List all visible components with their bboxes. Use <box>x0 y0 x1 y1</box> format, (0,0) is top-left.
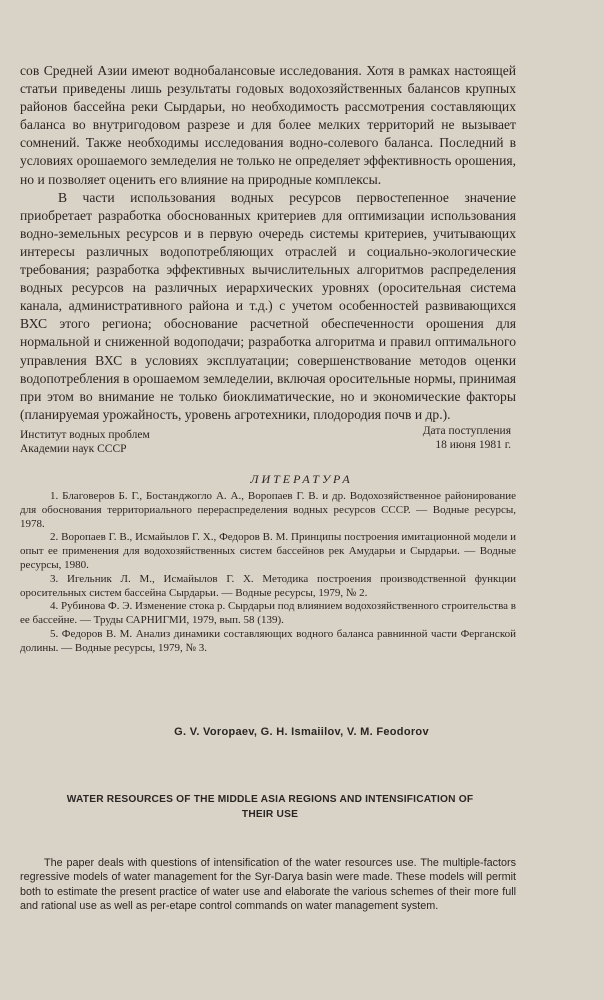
english-authors: G. V. Voropaev, G. H. Ismaiilov, V. M. Feodorov <box>174 726 429 738</box>
affiliation-line-2: Академии наук СССР <box>20 443 127 455</box>
abstract-text: The paper deals with questions of intensification of the water resources use. The multiple-factors regressive models of water management for the Syr-Darya basin were made. These models will permit both to estimate the present practice of water use and elaborate the various schemes of their more full and rational use as well as per-etape control commands on water management system. <box>20 857 516 913</box>
reference-item: 4. Рубинова Ф. Э. Изменение стока р. Сырдарьи под влиянием водохозяйственного строительства в ее бассейне. — Труды САРНИГМИ, 1979, вып. 58 (139). <box>20 600 516 627</box>
affiliation-line-1: Институт водных проблем <box>20 429 150 441</box>
reference-item: 2. Воропаев Г. В., Исмайылов Г. Х., Федоров В. М. Принципы построения имитационной модели и опыт ее применения для водохозяйственных систем бассейнов рек Амударьи и Сырдарьи. — Водные ресурсы, 1980. <box>20 531 516 571</box>
received-date <box>423 424 511 452</box>
main-body-text <box>20 62 516 424</box>
body-paragraph-1: сов Средней Азии имеют воднобалансовые исследования. Хотя в рамках настоящей статьи приведены лишь результаты годовых водохозяйственных балансов крупных районов бассейна реки Сырдарьи, но необходимость рассмотрения составляющих баланса во внутригодовом разрезе и для более мелких территорий не вызывает сомнений. Также необходимы исследования водно-солевого баланса. Последний в условиях орошаемого земледелия не только не определяет эффективность орошения, но и позволяет оценить его влияние на природные комплексы. <box>20 63 516 187</box>
reference-list <box>20 490 516 656</box>
reference-item: 5. Федоров В. М. Анализ динамики составляющих водного баланса равнинной части Ферганской долины. — Водные ресурсы, 1979, № 3. <box>20 627 516 654</box>
received-value: 18 июня 1981 г. <box>435 439 511 451</box>
reference-item: 3. Игельник Л. М., Исмайылов Г. Х. Методика построения производственной функции оросительных систем бассейна Сырдарьи. — Водные ресурсы, 1979, № 2. <box>20 572 516 599</box>
english-title <box>10 792 530 822</box>
received-label: Дата поступления <box>422 425 511 437</box>
english-title-line-1: WATER RESOURCES OF THE MIDDLE ASIA REGIONS AND INTENSIFICATION OF <box>66 794 474 805</box>
english-title-line-2: THEIR USE <box>241 809 299 820</box>
author-affiliation <box>20 428 150 456</box>
literature-heading: ЛИТЕРАТУРА <box>250 472 353 486</box>
body-paragraph-2: В части использования водных ресурсов первостепенное значение приобретает разработка обоснованных критериев для оптимизации использования водно-земельных ресурсов и в первую очередь системы критериев, учитывающих интересы различных водопотребляющих отраслей и социально-экологические требования; разработка эффективных вычислительных алгоритмов распределения водных ресурсов на различных иерархических уровнях (оросительная система канала, административного района и т.д.) с учетом особенностей развивающихся ВХС этого региона; обоснование расчетной обеспеченности орошения для нормальной и сниженной водоподачи; разработка алгоритма и правил оптимального управления ВХС в условиях эксплуатации; совершенствование методов оценки водопотребления в орошаемом земледелии, включая оросительные нормы, принимая при этом во внимание не только биоклиматические, но и экономические факторы (планируемая урожайность, уровень агротехники, плодородия почв и др.). <box>20 189 516 422</box>
reference-item: 1. Благоверов Б. Г., Бостанджогло А. А., Воропаев Г. В. и др. Водохозяйственное районирование для обоснования территориального перераспределения водных ресурсов СССР. — Водные ресурсы, 1978. <box>20 490 516 530</box>
english-abstract <box>20 856 516 914</box>
